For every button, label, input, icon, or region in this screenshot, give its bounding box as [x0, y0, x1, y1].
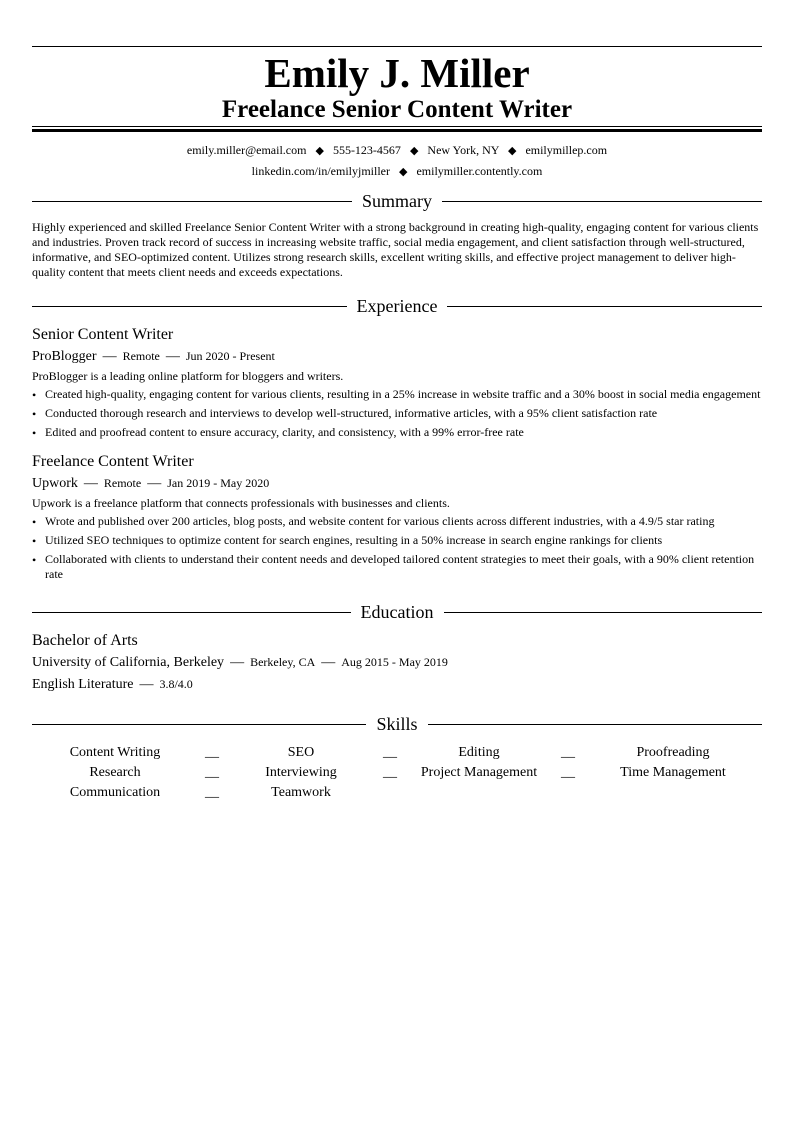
list-item: • Wrote and published over 200 articles, blog posts, and website content for various clients across different industries, with a 4.9/5 star rating	[32, 514, 762, 529]
list-item: • Created high-quality, engaging content for various clients, resulting in a 25% increase in website traffic and a 30% boost in social media engagement	[32, 387, 762, 402]
diamond-separator-icon: ◆	[315, 145, 324, 157]
list-item: • Conducted thorough research and interviews to develop well-structured, informative articles, with a 95% client satisfaction rate	[32, 406, 762, 421]
education-major-line	[32, 674, 762, 695]
education-location: Berkeley, CA	[250, 655, 316, 669]
skill-item: Research	[89, 765, 141, 780]
education-dates: Aug 2015 - May 2019	[341, 655, 448, 669]
header-top-rule	[32, 46, 762, 47]
education-school: University of California, Berkeley	[32, 655, 225, 670]
skill-separator: __	[561, 745, 575, 760]
skill-item: Project Management	[420, 765, 538, 780]
job-meta	[32, 474, 762, 493]
list-item: • Collaborated with clients to understand their content needs and developed tailored content strategies to meet their goals, with a 90% client retention rate	[32, 552, 762, 582]
job-dates: Jun 2020 - Present	[185, 349, 275, 363]
heading-rule	[32, 201, 352, 202]
skill-item: Teamwork	[271, 785, 331, 800]
contact-website[interactable]: emilymillep.com	[525, 143, 608, 157]
skills-grid	[32, 743, 762, 803]
job-meta	[32, 347, 762, 366]
skill-separator: __	[383, 745, 397, 760]
job-entry	[32, 452, 762, 582]
em-dash: —	[83, 476, 98, 491]
skill-separator: __	[205, 765, 219, 780]
job-title: Freelance Content Writer	[32, 453, 194, 470]
education-gpa: 3.8/4.0	[159, 677, 193, 691]
skill-item: Time Management	[620, 765, 726, 780]
job-bullets	[32, 387, 762, 440]
contact-linkedin[interactable]: linkedin.com/in/emilyjmiller	[251, 164, 390, 178]
list-item: • Utilized SEO techniques to optimize content for search engines, resulting in a 50% increase in search engine rankings for clients	[32, 533, 762, 548]
heading-rule	[32, 612, 351, 613]
job-dates: Jan 2019 - May 2020	[167, 476, 270, 490]
job-bullets	[32, 514, 762, 582]
job-location: Remote	[122, 349, 160, 363]
contact-line-2	[32, 164, 762, 179]
education-heading: Education	[360, 602, 434, 622]
diamond-separator-icon: ◆	[507, 145, 517, 157]
heading-rule	[442, 201, 762, 202]
heading-rule	[428, 724, 762, 725]
job-location: Remote	[103, 476, 142, 490]
contact-portfolio[interactable]: emilymiller.contently.com	[416, 164, 543, 178]
heading-rule	[32, 724, 366, 725]
contact-location: New York, NY	[427, 143, 499, 157]
list-item: • Edited and proofread content to ensure accuracy, clarity, and consistency, with a 99% error-free rate	[32, 425, 762, 440]
em-dash: —	[147, 476, 162, 491]
skill-separator: __	[561, 765, 575, 780]
contact-line-1	[32, 143, 762, 158]
summary-section-heading	[32, 190, 762, 212]
skill-separator: __	[205, 745, 219, 760]
experience-heading: Experience	[356, 296, 438, 316]
heading-rule	[447, 306, 762, 307]
education-meta	[32, 652, 762, 673]
em-dash: —	[321, 655, 336, 670]
candidate-title: Freelance Senior Content Writer	[221, 96, 573, 123]
education-degree: Bachelor of Arts	[32, 632, 138, 649]
education-section-heading	[32, 601, 762, 623]
skill-item: Interviewing	[265, 765, 337, 780]
skill-item: Communication	[69, 785, 161, 800]
skill-item: Editing	[458, 745, 500, 760]
job-description: Upwork is a freelance platform that connects professionals with businesses and clients.	[32, 496, 450, 510]
summary-text: Highly experienced and skilled Freelance Senior Content Writer with a strong background in creating high-quality, engaging content for various clients and industries. Proven track record of success in increasing website traffic, social media engagement, and client satisfaction through well-structured, informative, and SEO-optimized content. Utilizes strong research skills, excellent writing skills, and effective project management to deliver high-quality content that meets client needs and exceeds expectations.	[32, 220, 759, 279]
education-major: English Literature	[32, 677, 134, 692]
skill-item: Content Writing	[69, 745, 161, 760]
contact-phone[interactable]: 555-123-4567	[332, 143, 401, 157]
heading-rule	[444, 612, 763, 613]
diamond-separator-icon: ◆	[409, 145, 419, 157]
summary-heading: Summary	[362, 191, 432, 211]
skills-heading: Skills	[376, 714, 418, 734]
skill-separator: __	[383, 765, 397, 780]
diamond-separator-icon: ◆	[398, 166, 408, 178]
skills-section-heading	[32, 713, 762, 735]
job-description: ProBlogger is a leading online platform for bloggers and writers.	[32, 369, 344, 383]
resume-page	[32, 46, 762, 803]
contact-email[interactable]: emily.miller@email.com	[186, 143, 307, 157]
header-double-rule	[32, 126, 762, 132]
em-dash: —	[102, 349, 117, 364]
job-title: Senior Content Writer	[32, 326, 174, 343]
em-dash: —	[230, 655, 245, 670]
em-dash: —	[165, 349, 180, 364]
skill-separator: __	[205, 785, 219, 800]
skill-item: SEO	[287, 745, 315, 760]
experience-section-heading	[32, 295, 762, 317]
em-dash: —	[139, 677, 154, 692]
candidate-name: Emily J. Miller	[264, 50, 530, 96]
job-company: Upwork	[32, 476, 78, 491]
heading-rule	[32, 306, 347, 307]
skill-item: Proofreading	[636, 745, 710, 760]
job-company: ProBlogger	[32, 349, 97, 364]
job-entry	[32, 325, 762, 440]
